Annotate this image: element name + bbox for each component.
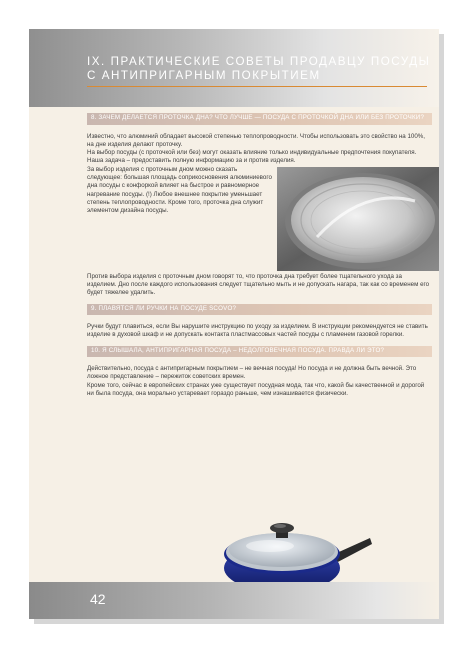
page-title: IX. ПРАКТИЧЕСКИЕ СОВЕТЫ ПРОДАВЦУ ПОСУДЫ С АНТИПРИГАРНЫМ ПОКРЫТИЕМ <box>87 55 431 82</box>
section-10-paragraph-2: Кроме того, сейчас в европейских странах уже существует посудная мода, так что, какой бы качественной и дорогой ни была посуда, она морально устаревает гораздо раньше, чем изнашивается физически. <box>87 381 425 398</box>
section-10-paragraph-1: Действительно, посуда с антипригарным покрытием – не вечная посуда! Но посуда и не должна быть вечной. Это ложное представление – пережиток советских времен. <box>87 365 417 381</box>
brochure-page <box>29 29 439 619</box>
section-8-float-block <box>87 166 432 298</box>
section-10-heading: 10. Я СЛЫШАЛА, АНТИПРИГАРНАЯ ПОСУДА – НЕДОЛГОВЕЧНАЯ ПОСУДА. ПРАВДА ЛИ ЭТО? <box>87 346 432 358</box>
section-8-paragraph-3: За выбор изделия с проточным дном можно сказать следующее: большая площадь соприкосновения алюминиевого дна посуды с конфоркой влияет на быстрое и равномерное нагревание посуды. (!) Любое внешнее покрытие уменьшает степень теплопроводности. Кроме того, проточка дна служит элементом дизайна посуды. <box>87 165 272 215</box>
section-8-heading: 8. ЗАЧЕМ ДЕЛАЕТСЯ ПРОТОЧКА ДНА? ЧТО ЛУЧШЕ — ПОСУДА С ПРОТОЧКОЙ ДНА ИЛИ БЕЗ ПРОТОЧКИ? <box>87 113 432 125</box>
section-8-paragraph-4: Против выбора изделия с проточным дном говорят то, что проточка дна требует более тщательного ухода за изделием. Дно после каждого использования следует тщательно мыть и не допускать нагара, так как со временем его будет тяжелее удалить. <box>87 272 430 297</box>
page-content <box>87 113 432 398</box>
page-header <box>29 29 439 107</box>
page-number: 42 <box>90 591 106 607</box>
section-9-heading: 9. ПЛАВЯТСЯ ЛИ РУЧКИ НА ПОСУДЕ SCOVO? <box>87 304 432 316</box>
section-9-paragraph-1: Ручки будут плавиться, если Вы нарушите инструкцию по уходу за изделием. В инструкции рекомендуется не ставить изделие в духовой шкаф и не допускать контакта пластмассовых частей посуды с пламенем газовой горелки. <box>87 323 428 339</box>
pan-bottom-photo <box>277 167 439 271</box>
section-8-paragraph-1: Известно, что алюминий обладает высокой степенью теплопроводности. Чтобы использовать это свойство на 100%, на дне изделия делают проточку. <box>87 132 426 148</box>
section-8-paragraph-2: На выбор посуды (с проточкой или без) могут оказать влияние только индивидуальные предпочтения покупателя. Наша задача – предоставить полную информацию за и против изделия. <box>87 149 417 165</box>
title-underline <box>87 86 427 87</box>
page-footer <box>29 582 439 619</box>
